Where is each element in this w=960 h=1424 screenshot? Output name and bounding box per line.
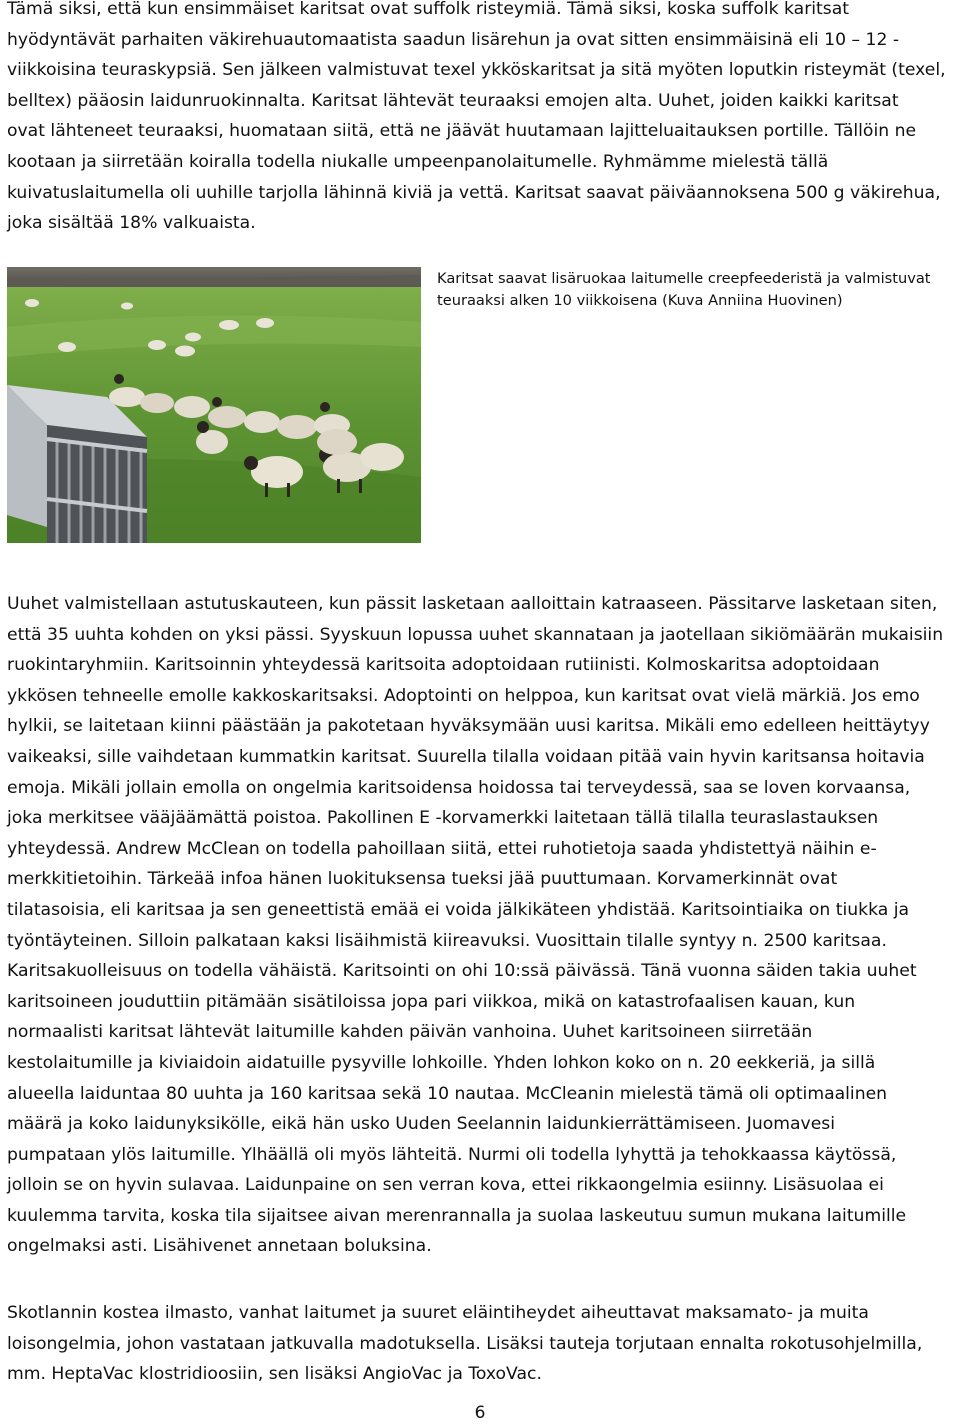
text-line: Tämä siksi, että kun ensimmäiset karitsat ovat suffolk risteymiä. Tämä siksi, koska suffolk karitsat: [7, 0, 850, 19]
text-line: ruokintaryhmiin. Karitsoinnin yhteydessä karitsoita adoptoidaan rutiinisti. Kolmoskaritsa adoptoidaan: [7, 655, 880, 676]
text-line: yhteydessä. Andrew McClean on todella pahoillaan siitä, ettei ruhotietoja saada yhdistettyä näihin e-: [7, 838, 877, 859]
text-line: alueella laiduntaa 80 uuhta ja 160 karitsaa sekä 10 nautaa. McCleanin mielestä tämä oli optimaalinen: [7, 1083, 888, 1104]
text-line: tilatasoisia, eli karitsaa ja sen geneettistä emää ei voida jälkikäteen yhdistää. Karitsointiaika on tiukka ja: [7, 899, 910, 920]
photo-caption: [437, 268, 952, 312]
text-line: jolloin se on hyvin sulavaa. Laidunpaine on sen verran kova, ettei rikkaongelmia esiinny. Lisäsuolaa ei: [7, 1175, 884, 1196]
text-line: kestolaitumille ja kiviaidoin aidatuille pysyville lohkoille. Yhden lohkon koko on n. 20 eekkeriä, ja sillä: [7, 1052, 876, 1073]
text-line: hylkii, se laitetaan kiinni päästään ja pakotetaan hyväksymään uusi karitsa. Mikäli emo edelleen heittäytyy: [7, 716, 930, 737]
sheep-pasture-photo: [7, 267, 421, 543]
text-line: ykkösen tehneelle emolle kakkoskaritsaksi. Adoptointi on helppoa, kun karitsat ovat vielä märkiä. Jos emo: [7, 685, 920, 706]
text-line: määrä ja koko laidunyksikölle, eikä hän usko Uuden Seelannin laidunkierrättämiseen. Juomavesi: [7, 1114, 836, 1135]
text-line: Karitsakuolleisuus on todella vähäistä. Karitsointi on ohi 10:ssä päivässä. Tänä vuonna säiden takia uuhet: [7, 961, 917, 982]
text-line: joka merkitsee vääjäämättä poistoa. Pakollinen E -korvamerkki laitetaan tällä tilalla teuraslastauksen: [7, 808, 879, 829]
text-line: kuulemma tarvita, koska tila sijaitsee aivan merenrannalla ja suolaa laskeutuu sumun mukana laitumille: [7, 1205, 907, 1226]
caption-line: Karitsat saavat lisäruokaa laitumelle creepfeederistä ja valmistuvat: [437, 270, 931, 287]
text-line: kuivatuslaitumella oli uuhille tarjolla lähinnä kiviä ja vettä. Karitsat saavat päiväannoksena 500 g väkirehua,: [7, 182, 941, 203]
text-line: hyödyntävät parhaiten väkirehuautomaatista saadun lisärehun ja ovat sitten ensimmäisinä eli 10 – 12 -: [7, 29, 900, 50]
text-line: joka sisältää 18% valkuaista.: [7, 213, 256, 234]
text-line: belltex) pääosin laidunruokinnalta. Karitsat lähtevät teuraaksi emojen alta. Uuhet, joiden kaikki karitsat: [7, 90, 899, 111]
caption-line: teuraaksi alken 10 viikkoisena (Kuva Anniina Huovinen): [437, 292, 843, 309]
text-line: emoja. Mikäli jollain emolla on ongelmia karitsoidensa hoidossa tai terveydessä, saa se loven korvaansa,: [7, 777, 911, 798]
text-line: ongelmaksi asti. Lisähivenet annetaan boluksina.: [7, 1236, 432, 1257]
closing-paragraph: [7, 1298, 959, 1390]
text-line: karitsoineen jouduttiin pitämään sisätiloissa jopa pari viikkoa, mikä on katastrofaalisen kauan, kun: [7, 991, 856, 1012]
text-line: merkkitietoihin. Tärkeää infoa hänen luokituksensa tueksi jää puuttumaan. Korvamerkinnät ovat: [7, 869, 838, 890]
text-line: työntäyteinen. Silloin palkataan kaksi lisäihmistä kiireavuksi. Vuosittain tilalle syntyy n. 2500 karitsaa.: [7, 930, 887, 951]
intro-paragraph: [7, 0, 959, 239]
text-line: vaikeaksi, sille vaihdetaan kummatkin karitsat. Suurella tilalla voidaan pitää vain hyvin karitsansa hoitavia: [7, 746, 925, 767]
text-line: viikkoisina teuraskypsiä. Sen jälkeen valmistuvat texel ykköskaritsat ja sitä myöten loputkin risteymät (texel,: [7, 60, 946, 81]
text-line: kootaan ja siirretään koiralla todella niukalle umpeenpanolaitumelle. Ryhmämme mielestä tällä: [7, 151, 829, 172]
text-line: Uuhet valmistellaan astutuskauteen, kun pässit lasketaan aalloittain katraaseen. Pässitarve lasketaan siten,: [7, 594, 938, 614]
text-line: että 35 uuhta kohden on yksi pässi. Syyskuun lopussa uuhet skannataan ja jaotellaan sikiömäärän mukaisiin: [7, 624, 944, 645]
text-line: ovat lähteneet teuraaksi, huomataan siitä, että ne jäävät huutamaan lajitteluaitauksen portille. Tällöin ne: [7, 121, 917, 142]
page-number: 6: [474, 1403, 486, 1423]
text-line: pumpataan ylös laitumille. Ylhäällä oli myös lähteitä. Nurmi oli todella lyhyttä ja tehokkaassa käytössä,: [7, 1144, 897, 1165]
main-paragraph: [7, 589, 959, 1262]
text-line: loisongelmia, johon vastataan jatkuvalla madotuksella. Lisäksi tauteja torjutaan ennalta rokotusohjelmilla,: [7, 1333, 923, 1354]
text-line: Skotlannin kostea ilmasto, vanhat laitumet ja suuret eläintiheydet aiheuttavat maksamato- ja muita: [7, 1303, 869, 1323]
text-line: mm. HeptaVac klostridioosiin, sen lisäksi AngioVac ja ToxoVac.: [7, 1364, 542, 1385]
text-line: normaalisti karitsat lähtevät laitumille kahden päivän vanhoina. Uuhet karitsoineen siirretään: [7, 1022, 813, 1043]
